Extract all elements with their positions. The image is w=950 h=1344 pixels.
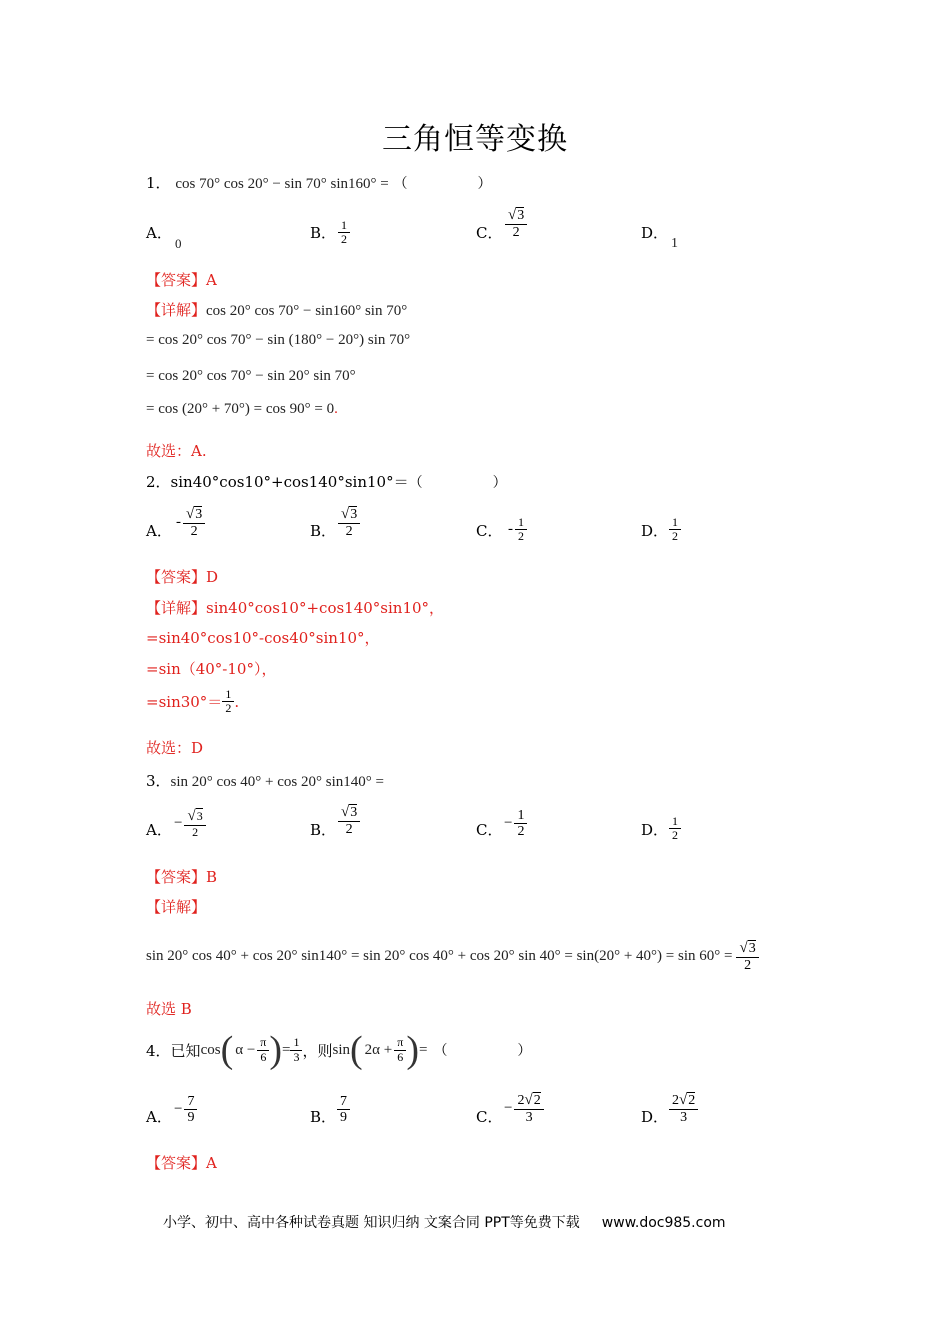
option-d	[641, 222, 668, 243]
footer	[163, 1212, 726, 1232]
detail-line: 【详解】sin40°cos10°+cos140°sin10°，	[146, 599, 445, 617]
choose-line: 故选：D	[146, 739, 204, 757]
question-4: 4． 已知 cos ( α − $\frac{\pi}{6}$ ) = $\frac{1}{3}$ ，则 sin ( 2α + $\frac{\pi}{6}$ ) = （ ）	[146, 1029, 532, 1071]
option-d-value: 1	[671, 236, 678, 251]
option-b	[310, 222, 336, 243]
option-d-fraction: $\frac{1}{2}$	[669, 516, 681, 543]
step-2: = cos 20° cos 70° − sin (180° − 20°) sin 70°	[146, 332, 411, 348]
option-d: D．	[641, 522, 669, 540]
step-4: =sin30°＝ $\frac{1}{2}$ .	[146, 687, 240, 716]
option-b-fraction: $\frac{1}{2}$	[338, 219, 350, 246]
option-c-fraction: − $\frac{2√2}{3}$	[504, 1092, 544, 1125]
option-letter: A．	[146, 224, 172, 242]
option-b-fraction: $\frac{√3}{2}$	[338, 804, 360, 837]
step-3: =sin（40°-10°），	[146, 660, 277, 678]
option-a	[146, 222, 172, 243]
step-4: = cos (20° + 70°) = cos 90° = 0.	[146, 401, 338, 417]
step-1: cos 20° cos 70° − sin160° sin 70°	[206, 303, 408, 319]
solution-line: sin 20° cos 40° + cos 20° sin140° = sin 20° cos 40° + cos 20° sin 40° = sin(20° + 40°) = sin 60° = $\frac{√3}{2}$	[146, 940, 759, 973]
option-a-fraction: − $\frac{√3}{2}$	[174, 808, 206, 839]
option-b: B．	[310, 522, 337, 540]
option-letter: B．	[310, 224, 337, 242]
option-b: B．	[310, 821, 337, 839]
option-c	[476, 222, 502, 243]
answer-line: 【答案】D	[146, 568, 219, 586]
question-2	[146, 471, 507, 492]
option-d: D．	[641, 821, 669, 839]
question-expression: cos 70° cos 20° − sin 70° sin160° =	[175, 176, 389, 192]
choose-line: 故选 B	[146, 1000, 192, 1018]
option-letter: C．	[476, 224, 503, 242]
footer-link[interactable]: www.doc985.com	[601, 1215, 726, 1231]
answer-line: 【答案】A	[146, 1154, 217, 1172]
option-c: C．	[476, 522, 503, 540]
answer-blank: （ ）	[393, 176, 492, 192]
answer-blank: （ ）	[408, 475, 507, 491]
option-a: A．	[146, 1108, 172, 1126]
option-a: A．	[146, 522, 172, 540]
option-a-value: 0	[175, 236, 182, 251]
option-c: C．	[476, 821, 503, 839]
question-number: 2．	[146, 473, 171, 491]
option-c: C．	[476, 1108, 503, 1126]
answer-line: 【答案】A	[146, 271, 217, 289]
answer-value: A	[206, 271, 217, 289]
option-a-fraction: - $\frac{√3}{2}$	[176, 506, 205, 539]
step-2: =sin40°cos10°-cos40°sin10°，	[146, 629, 380, 647]
option-d-fraction: $\frac{2√2}{3}$	[669, 1092, 698, 1125]
option-c-fraction: - $\frac{1}{2}$	[508, 516, 527, 543]
question-number: 1．	[146, 174, 171, 192]
detail-line: 【详解】cos 20° cos 70° − sin160° sin 70°	[146, 301, 408, 319]
page-title: 三角恒等变换	[382, 122, 568, 157]
question-1	[146, 172, 492, 193]
choose-line: 故选：A.	[146, 442, 207, 460]
option-b: B．	[310, 1108, 337, 1126]
option-letter: D．	[641, 224, 669, 242]
option-d-fraction: $\frac{1}{2}$	[669, 815, 681, 842]
option-c-fraction: − $\frac{1}{2}$	[504, 808, 527, 840]
option-c-fraction: $\frac{√3}{2}$	[505, 207, 527, 240]
option-a-fraction: − $\frac{7}{9}$	[174, 1094, 197, 1126]
footer-text: 小学、初中、高中各种试卷真题 知识归纳 文案合同 PPT等免费下载	[163, 1215, 580, 1231]
question-expression: sin40°cos10°+cos140°sin10°＝	[170, 473, 409, 491]
option-d: D．	[641, 1108, 669, 1126]
option-a: A．	[146, 821, 172, 839]
detail-label: 【详解】	[146, 898, 207, 916]
option-b-fraction: $\frac{√3}{2}$	[338, 506, 360, 539]
answer-line: 【答案】B	[146, 868, 218, 886]
question-3: 3．sin 20° cos 40° + cos 20° sin140° =	[146, 772, 384, 790]
option-b-fraction: $\frac{7}{9}$	[337, 1094, 350, 1126]
step-3: = cos 20° cos 70° − sin 20° sin 70°	[146, 368, 356, 384]
